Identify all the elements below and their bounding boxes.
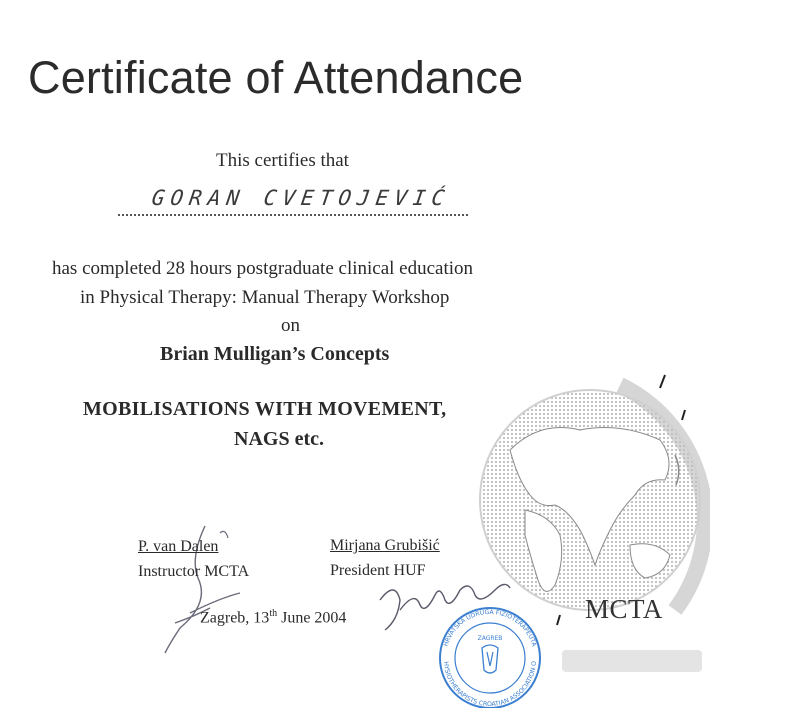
topic-line-2: NAGS etc.	[234, 428, 324, 450]
program-text: in Physical Therapy: Manual Therapy Workshop	[80, 287, 450, 308]
svg-text:HRVATSKA UDRUGA FIZIOTERAPEUTA: HRVATSKA UDRUGA FIZIOTERAPEUTA	[442, 608, 538, 648]
completed-text: has completed 28 hours postgraduate clinical education	[52, 258, 474, 279]
mcta-logo-label: MCTA	[585, 594, 663, 624]
svg-text:ZAGREB: ZAGREB	[477, 635, 503, 642]
certificate-title: Certificate of Attendance	[28, 52, 524, 103]
on-text: on	[281, 315, 300, 336]
signatory-1-name: P. van Dalen	[138, 538, 219, 555]
place-date-rest: June 2004	[277, 609, 347, 627]
name-dotted-line	[118, 214, 468, 216]
recipient-name: GORAN CVETOJEVIĆ	[150, 186, 452, 210]
signatory-2-role: President HUF	[330, 562, 426, 579]
concept-title: Brian Mulligan’s Concepts	[160, 343, 390, 365]
association-stamp-icon	[432, 600, 547, 708]
place-date-suffix: th	[269, 608, 278, 619]
signatory-1-role: Instructor MCTA	[138, 563, 250, 580]
topic-line-1: MOBILISATIONS WITH MOVEMENT,	[83, 398, 447, 420]
svg-text:PHYSIOTHERAPISTS CROATIAN ASSO: HYSIOTHERAPISTS CROATIAN ASSOCIATION O	[441, 660, 539, 708]
place-date-prefix: Zagreb, 13	[200, 609, 270, 627]
certifies-text: This certifies that	[216, 150, 349, 171]
signatory-2-name: Mirjana Grubišić	[330, 537, 440, 554]
place-date	[200, 608, 346, 627]
